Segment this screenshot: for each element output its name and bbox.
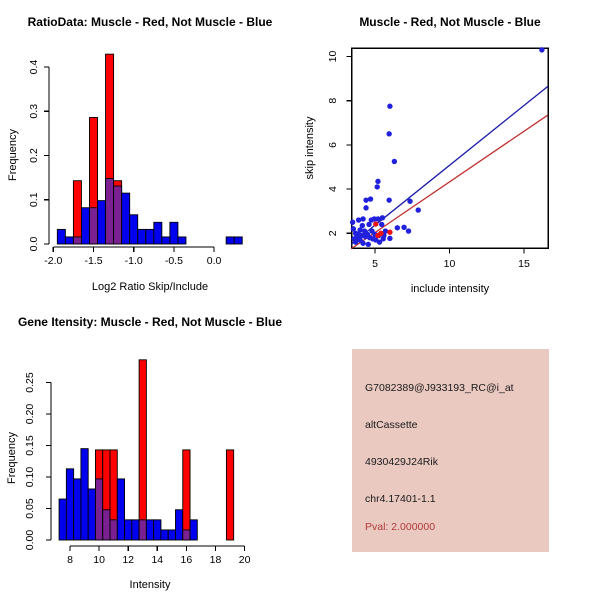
histogram-bar-blue bbox=[130, 215, 138, 244]
histogram-bar-red bbox=[226, 450, 233, 540]
histogram-bar-blue bbox=[65, 237, 73, 244]
histogram-bar-blue bbox=[74, 479, 81, 540]
histogram-bar-blue bbox=[168, 530, 175, 540]
x-tick-label: 8 bbox=[67, 554, 73, 566]
y-tick-label: 0.20 bbox=[24, 403, 36, 425]
regression-line-red bbox=[351, 115, 548, 249]
x-axis-title: Log2 Ratio Skip/Include bbox=[91, 281, 209, 293]
histogram-bar-blue bbox=[178, 237, 186, 244]
histogram-bar-blue bbox=[132, 520, 139, 540]
gene-name-text: 4930429J24Rik bbox=[365, 456, 438, 468]
x-tick-label: 10 bbox=[443, 258, 456, 270]
scatter-point-blue bbox=[387, 236, 392, 241]
scatter-point-blue bbox=[387, 104, 392, 109]
scatter-point-red bbox=[373, 221, 378, 226]
y-tick-label: 0.2 bbox=[28, 148, 40, 163]
scatter-point-blue bbox=[368, 196, 373, 201]
histogram-bar-blue bbox=[66, 469, 73, 540]
scatter-point-blue bbox=[406, 228, 411, 233]
y-tick-label: 8 bbox=[327, 97, 339, 104]
x-tick-label: 18 bbox=[209, 554, 222, 566]
histogram-bar-blue bbox=[57, 229, 65, 244]
y-tick-label: 0.25 bbox=[24, 372, 36, 393]
y-tick-label: 0.05 bbox=[24, 498, 36, 519]
histogram-bar-blue bbox=[146, 229, 154, 244]
y-tick-label: 6 bbox=[327, 141, 339, 148]
scatter-point-blue bbox=[350, 220, 355, 225]
scatter-point-blue bbox=[407, 199, 412, 204]
pval-text: Pval: 2.000000 bbox=[365, 521, 436, 533]
histogram-bar-blue bbox=[138, 229, 146, 244]
histogram-bar-blue bbox=[81, 208, 89, 244]
gene-intensity-histogram-title: Gene Itensity: Muscle - Red, Not Muscle - Blue bbox=[17, 315, 283, 329]
x-tick-label: 0.0 bbox=[206, 255, 222, 267]
histogram-bar-overlap bbox=[183, 530, 190, 540]
histogram-bar-overlap bbox=[114, 186, 122, 244]
scatter-point-blue bbox=[363, 205, 368, 210]
x-tick-label: -1.0 bbox=[124, 255, 143, 267]
x-tick-label: 5 bbox=[372, 258, 378, 270]
scatter-point-blue bbox=[380, 215, 385, 220]
x-tick-label: 15 bbox=[518, 258, 530, 270]
gene-info-box bbox=[352, 349, 549, 552]
y-tick-label: 4 bbox=[327, 186, 339, 193]
x-tick-label: -0.5 bbox=[164, 255, 183, 267]
scatter-point-blue bbox=[379, 222, 384, 227]
x-tick-label: 12 bbox=[122, 554, 135, 566]
histogram-bar-blue bbox=[175, 510, 182, 540]
histogram-bar-overlap bbox=[139, 520, 146, 540]
x-tick-label: 20 bbox=[238, 554, 251, 566]
x-tick-label: 14 bbox=[151, 554, 164, 566]
y-tick-label: 0.10 bbox=[24, 466, 36, 488]
y-tick-label: 0.3 bbox=[28, 103, 40, 119]
y-tick-label: 2 bbox=[327, 230, 339, 237]
scatter-point-blue bbox=[539, 47, 544, 52]
histogram-bar-blue bbox=[170, 222, 178, 244]
locus-text: chr4.17401-1.1 bbox=[365, 493, 436, 505]
x-axis-title: Intensity bbox=[129, 579, 171, 591]
histogram-bar-blue bbox=[98, 201, 106, 244]
scatter-point-blue bbox=[360, 223, 365, 228]
histogram-bar-blue bbox=[59, 499, 66, 540]
histogram-bar-overlap bbox=[103, 510, 110, 540]
scatter-point-blue bbox=[401, 225, 406, 230]
histogram-bar-blue bbox=[161, 530, 168, 540]
scatter-point-red bbox=[387, 229, 392, 234]
histogram-bar-blue bbox=[125, 520, 132, 540]
y-axis-title: skip intensity bbox=[304, 116, 316, 180]
x-axis-title: include intensity bbox=[410, 283, 490, 295]
histogram-bar-blue bbox=[117, 479, 124, 540]
gene-intensity-histogram-chart bbox=[0, 300, 300, 600]
x-tick-label: -2.0 bbox=[44, 255, 63, 267]
y-tick-label: 0.0 bbox=[28, 236, 40, 252]
histogram-bar-overlap bbox=[110, 520, 117, 540]
x-tick-label: 16 bbox=[180, 554, 193, 566]
scatter-point-blue bbox=[386, 131, 391, 136]
ratio-histogram-title: RatioData: Muscle - Red, Not Muscle - Blue bbox=[27, 15, 273, 29]
histogram-bar-blue bbox=[162, 237, 170, 244]
intensity-scatter-title: Muscle - Red, Not Muscle - Blue bbox=[359, 15, 541, 29]
panel-gene-info bbox=[300, 300, 600, 600]
histogram-bar-overlap bbox=[106, 179, 114, 244]
scatter-point-blue bbox=[375, 184, 380, 189]
probe-id-text: G7082389@J933193_RC@i_at bbox=[365, 382, 514, 394]
scatter-point-blue bbox=[392, 159, 397, 164]
x-tick-label: -1.5 bbox=[84, 255, 103, 267]
histogram-bar-blue bbox=[226, 237, 234, 244]
panel-gene-intensity-histogram bbox=[0, 300, 300, 600]
histogram-bar-red bbox=[139, 360, 146, 540]
histogram-bar-overlap bbox=[73, 237, 81, 244]
y-axis-title: Frequency bbox=[6, 432, 18, 484]
ratio-histogram-chart bbox=[0, 0, 300, 300]
scatter-point-blue bbox=[366, 242, 371, 247]
regression-line-blue bbox=[351, 86, 548, 244]
histogram-bar-blue bbox=[190, 520, 197, 540]
panel-ratio-histogram bbox=[0, 0, 300, 300]
histogram-bar-blue bbox=[88, 489, 95, 540]
intensity-scatter-chart bbox=[300, 0, 600, 300]
scatter-point-blue bbox=[360, 241, 365, 246]
scatter-point-blue bbox=[395, 225, 400, 230]
histogram-bar-blue bbox=[154, 520, 161, 540]
y-tick-label: 0.1 bbox=[28, 192, 40, 208]
y-tick-label: 10 bbox=[327, 50, 339, 63]
scatter-point-blue bbox=[375, 179, 380, 184]
histogram-bar-blue bbox=[146, 520, 153, 540]
scatter-point-red bbox=[378, 231, 383, 236]
histogram-bar-blue bbox=[154, 222, 162, 244]
histogram-bar-overlap bbox=[89, 208, 97, 244]
panel-intensity-scatter bbox=[300, 0, 600, 300]
histogram-bar-red bbox=[73, 181, 81, 244]
scatter-point-blue bbox=[416, 207, 421, 212]
histogram-bar-overlap bbox=[95, 479, 102, 540]
y-axis-title: Frequency bbox=[7, 129, 19, 181]
histogram-bar-red bbox=[183, 450, 190, 540]
histogram-bar-blue bbox=[122, 193, 130, 244]
scatter-point-blue bbox=[360, 216, 365, 221]
y-tick-label: 0.15 bbox=[24, 435, 36, 456]
scatter-point-blue bbox=[386, 197, 391, 202]
y-tick-label: 0.4 bbox=[28, 59, 40, 75]
histogram-bar-blue bbox=[234, 237, 242, 244]
y-tick-label: 0.00 bbox=[24, 529, 36, 551]
x-tick-label: 10 bbox=[93, 554, 105, 566]
histogram-bar-blue bbox=[81, 449, 88, 540]
event-type-text: altCassette bbox=[365, 419, 418, 431]
